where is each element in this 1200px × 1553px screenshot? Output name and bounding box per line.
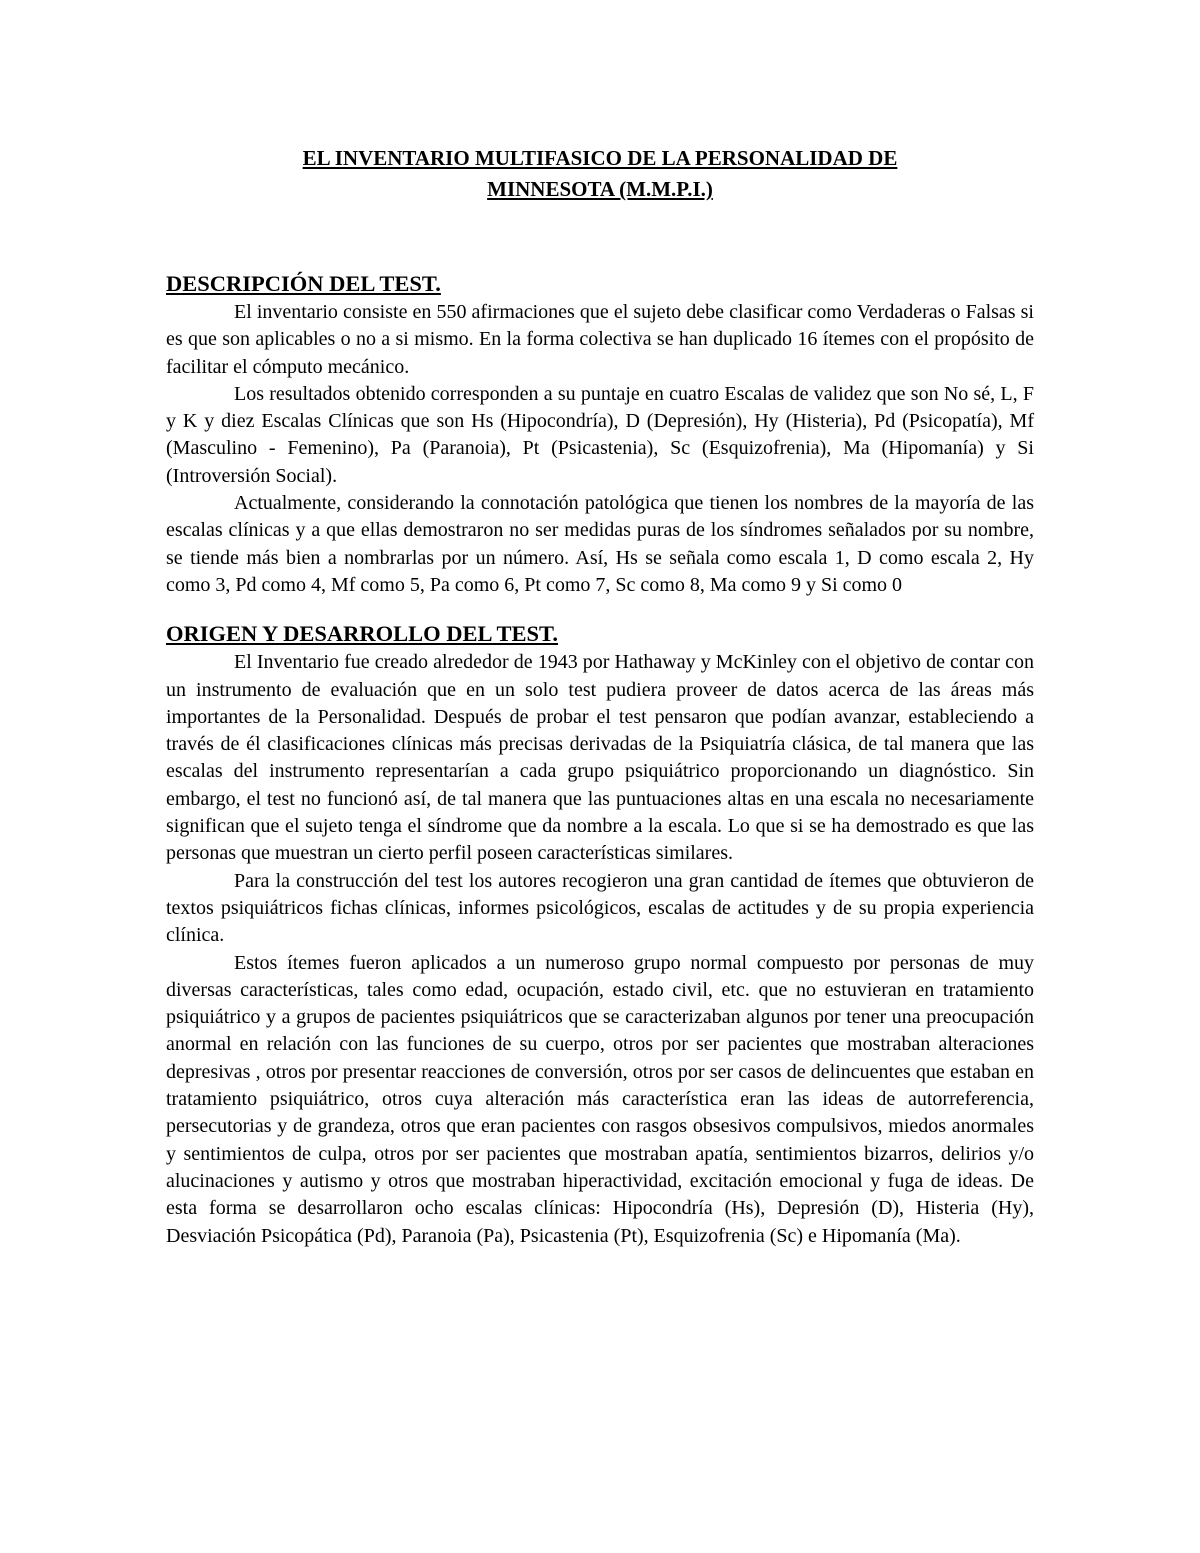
paragraph: Estos ítemes fueron aplicados a un numeroso grupo normal compuesto por personas de muy diversas características, tales como edad, ocupación, estado civil, etc. que no estuvieran en tratamiento psiquiátrico y a grupos de pacientes psiquiátricos que se caracterizaban algunos por tener una preocupación anormal en relación con las funciones de su cuerpo, otros por ser pacientes que mostraban alteraciones depresivas , otros por presentar reacciones de conversión, otros por ser casos de delincuentes que estaban en tratamiento psiquiátrico, otros cuya alteración más característica eran las ideas de autorreferencia, persecutorias y de grandeza, otros que eran pacientes con rasgos obsesivos compulsivos, miedos anormales y sentimientos de culpa, otros por ser pacientes que mostraban apatía, sentimientos bizarros, delirios y/o alucinaciones y autismo y otros que mostraban hiperactividad, excitación emocional y fuga de ideas. De esta forma se desarrollaron ocho escalas clínicas: Hipocondría (Hs), Depresión (D), Histeria (Hy), Desviación Psicopática (Pd), Paranoia (Pa), Psicastenia (Pt), Esquizofrenia (Sc) e Hipomanía (Ma). xyxy=(166,951,1034,1247)
section-origen xyxy=(166,619,1034,1250)
paragraph: Para la construcción del test los autores recogieron una gran cantidad de ítemes que obtuvieron de textos psiquiátricos fichas clínicas, informes psicológicos, escalas de actitudes y de su propia experiencia clínica. xyxy=(166,869,1034,947)
document-page xyxy=(166,143,1034,1250)
title-line-1: EL INVENTARIO MULTIFASICO DE LA PERSONALIDAD DE xyxy=(302,146,898,170)
document-title xyxy=(166,143,1034,205)
paragraph: El inventario consiste en 550 afirmaciones que el sujeto debe clasificar como Verdaderas o Falsas si es que son aplicables o no a si mismo. En la forma colectiva se han duplicado 16 ítemes con el propósito de facilitar el cómputo mecánico. xyxy=(166,301,1034,378)
paragraph: El Inventario fue creado alrededor de 1943 por Hathaway y McKinley con el objetivo de contar con un instrumento de evaluación que en un solo test pudiera proveer de datos acerca de las áreas más importantes de la Personalidad. Después de probar el test pensaron que podían avanzar, estableciendo a través de él clasificaciones clínicas más precisas derivadas de la Psiquiatría clásica, de tal manera que las escalas del instrumento representarían a cada grupo psiquiátrico proporcionando un diagnóstico. Sin embargo, el test no funcionó así, de tal manera que las puntuaciones altas en una escala no necesariamente significan que el sujeto tenga el síndrome que da nombre a la escala. Lo que si se ha demostrado es que las personas que muestran un cierto perfil poseen características similares. xyxy=(166,651,1034,865)
title-spacer xyxy=(166,205,1034,269)
section-gap xyxy=(166,599,1034,619)
section-heading: ORIGEN Y DESARROLLO DEL TEST. xyxy=(166,621,558,647)
paragraph: Los resultados obtenido corresponden a su puntaje en cuatro Escalas de validez que son No sé, L, F y K y diez Escalas Clínicas que son Hs (Hipocondría), D (Depresión), Hy (Histeria), Pd (Psicopatía), Mf (Masculino - Femenino), Pa (Paranoia), Pt (Psicastenia), Sc (Esquizofrenia), Ma (Hipomanía) y Si (Introversión Social). xyxy=(166,382,1034,487)
section-descripcion xyxy=(166,269,1034,599)
section-heading: DESCRIPCIÓN DEL TEST. xyxy=(166,271,441,296)
title-line-2: MINNESOTA (M.M.P.I.) xyxy=(487,177,713,201)
paragraph: Actualmente, considerando la connotación patológica que tienen los nombres de la mayoría de las escalas clínicas y a que ellas demostraron no ser medidas puras de los síndromes señalados por su nombre, se tiende más bien a nombrarlas por un número. Así, Hs se señala como escala 1, D como escala 2, Hy como 3, Pd como 4, Mf como 5, Pa como 6, Pt como 7, Sc como 8, Ma como 9 y Si como 0 xyxy=(166,492,1034,596)
